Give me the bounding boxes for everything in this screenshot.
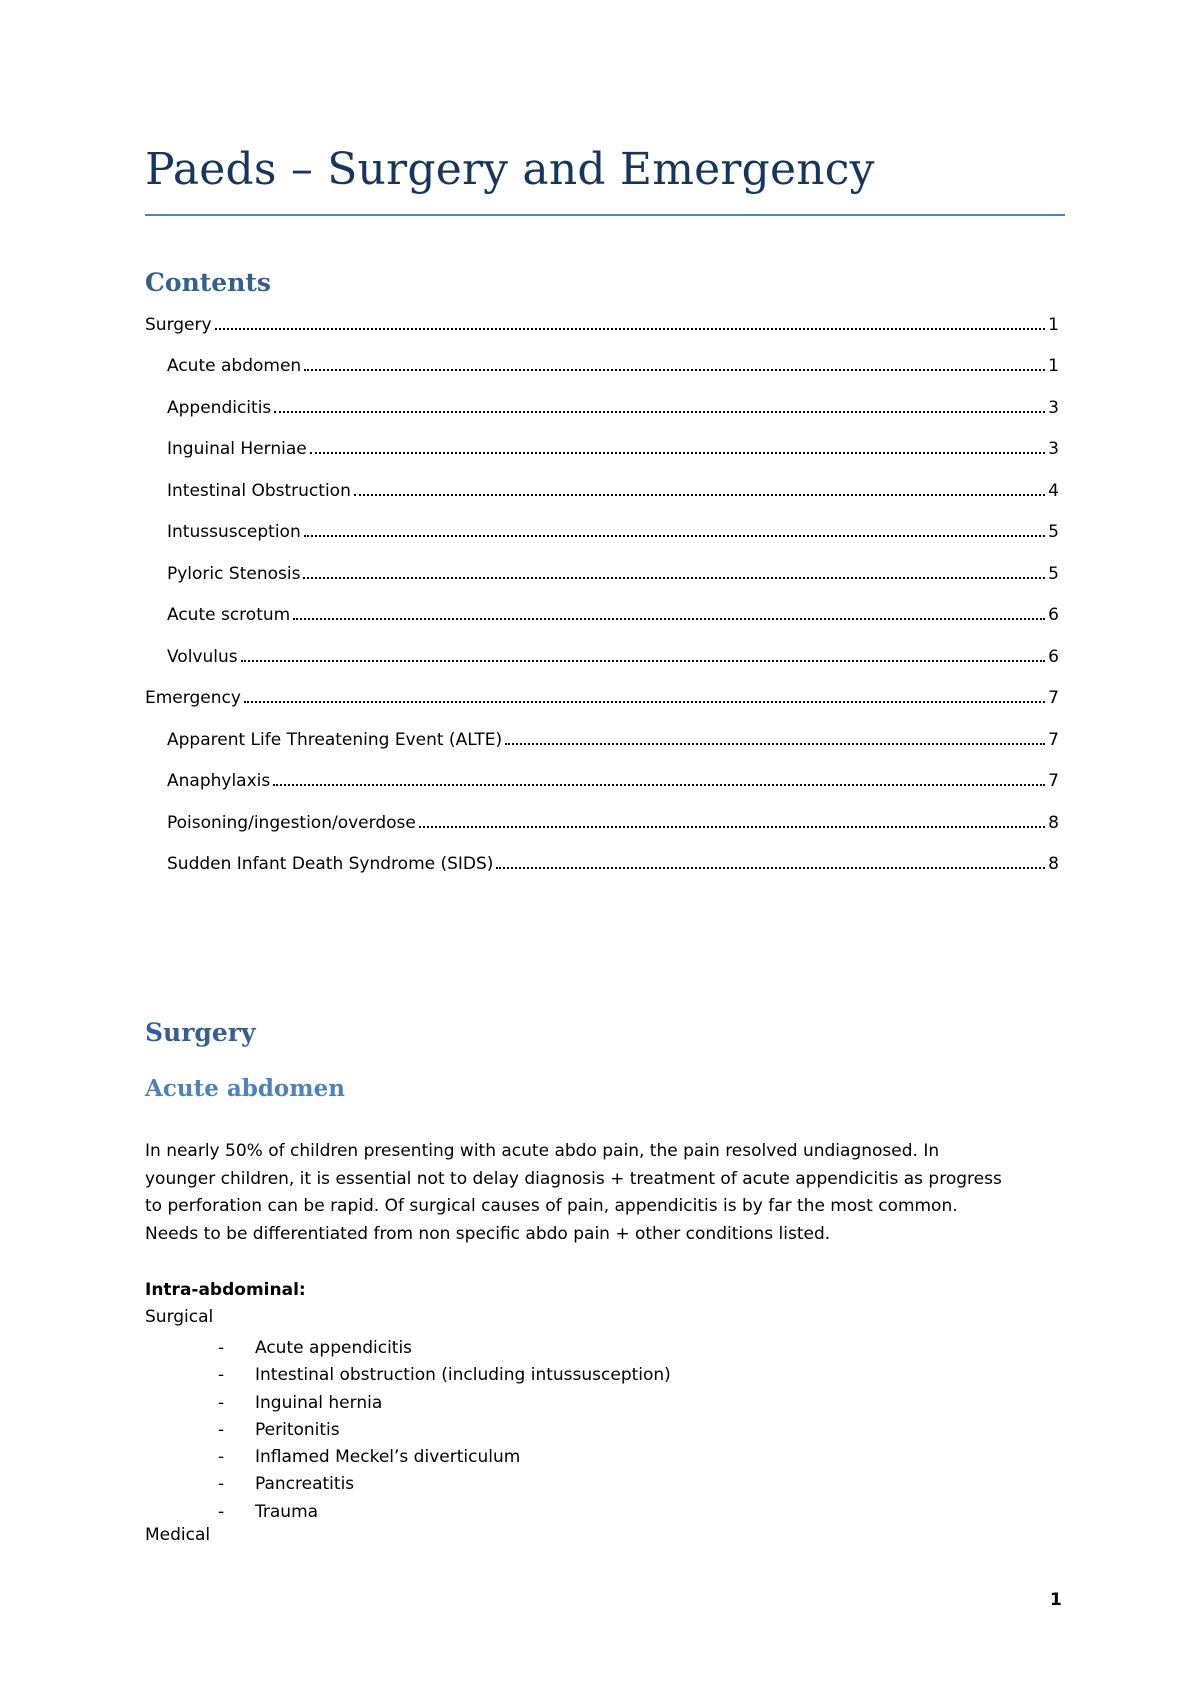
list-item-text: Peritonitis	[255, 1419, 340, 1440]
list-item-text: Acute appendicitis	[255, 1338, 413, 1358]
toc-dot-leader	[496, 867, 1045, 869]
bullet-dash: -	[218, 1447, 225, 1468]
toc-entry-page: 6	[1048, 605, 1059, 625]
list-item	[218, 1362, 671, 1389]
toc-entry-poisoning[interactable]	[145, 802, 1059, 844]
surgical-label: Surgical	[145, 1307, 214, 1327]
toc-dot-leader	[304, 535, 1045, 537]
toc-entry-label: Pyloric Stenosis	[167, 563, 301, 584]
toc-entry-sids[interactable]	[145, 844, 1059, 886]
toc-dot-leader	[303, 577, 1045, 579]
list-item	[218, 1499, 671, 1526]
subsection-heading-acute-abdomen: Acute abdomen	[145, 1075, 345, 1102]
toc-entry-anaphylaxis[interactable]	[145, 761, 1059, 803]
toc-dot-leader	[215, 328, 1046, 330]
bullet-dash: -	[218, 1501, 225, 1522]
list-item	[218, 1444, 671, 1471]
toc-dot-leader	[244, 701, 1045, 703]
toc-entry-label: Acute scrotum	[167, 605, 291, 625]
toc-entry-page: 3	[1048, 439, 1059, 459]
toc-entry-page: 1	[1048, 314, 1059, 335]
intra-abdominal-label: Intra-abdominal:	[145, 1280, 306, 1300]
toc-heading: Contents	[145, 268, 272, 297]
toc-dot-leader	[354, 494, 1045, 496]
toc-entry-page: 8	[1048, 854, 1059, 874]
toc-entry-page: 3	[1048, 397, 1059, 418]
toc-entry-inguinal-herniae[interactable]	[145, 429, 1059, 471]
toc-entry-label: Sudden Infant Death Syndrome (SIDS)	[167, 854, 494, 874]
paragraph-line: Needs to be differentiated from non specific abdo pain + other conditions listed.	[145, 1223, 831, 1244]
list-item-text: Inflamed Meckel’s diverticulum	[255, 1447, 521, 1468]
toc-entry-label: Emergency	[145, 688, 241, 708]
toc-dot-leader	[505, 743, 1045, 745]
toc-entry-page: 6	[1048, 646, 1059, 667]
section-heading-surgery: Surgery	[145, 1018, 256, 1047]
intro-paragraph	[145, 1138, 1065, 1248]
toc-entry-page: 1	[1048, 356, 1059, 376]
bullet-dash: -	[218, 1419, 225, 1440]
list-item	[218, 1471, 671, 1498]
toc-dot-leader	[273, 784, 1045, 786]
list-item	[218, 1417, 671, 1444]
toc-entry-label: Intussusception	[167, 522, 301, 542]
toc-entry-page: 7	[1048, 688, 1059, 708]
title-underline	[145, 214, 1065, 216]
list-item-text: Inguinal hernia	[255, 1392, 383, 1413]
toc-dot-leader	[293, 618, 1045, 620]
toc-entry-label: Surgery	[145, 314, 212, 335]
toc-entry-intussusception[interactable]	[145, 512, 1059, 554]
toc-entry-page: 7	[1048, 771, 1059, 791]
toc-entry-page: 4	[1048, 480, 1059, 501]
toc-entry-page: 5	[1048, 522, 1059, 542]
toc-entry-acute-scrotum[interactable]	[145, 595, 1059, 637]
toc-dot-leader	[310, 452, 1045, 454]
toc-entry-label: Appendicitis	[167, 397, 272, 418]
toc-entry-alte[interactable]	[145, 719, 1059, 761]
toc-dot-leader	[274, 411, 1045, 413]
table-of-contents	[145, 304, 1059, 885]
toc-dot-leader	[419, 826, 1045, 828]
toc-entry-pyloric-stenosis[interactable]	[145, 553, 1059, 595]
document-title: Paeds – Surgery and Emergency	[145, 144, 875, 195]
toc-dot-leader	[304, 369, 1045, 371]
toc-entry-label: Inguinal Herniae	[167, 439, 307, 459]
toc-entry-intestinal-obstruction[interactable]	[145, 470, 1059, 512]
surgical-causes-list	[218, 1335, 671, 1526]
toc-entry-volvulus[interactable]	[145, 636, 1059, 678]
bullet-dash: -	[218, 1365, 225, 1386]
toc-entry-label: Volvulus	[167, 646, 238, 667]
list-item-text: Trauma	[255, 1501, 319, 1522]
list-item-text: Pancreatitis	[255, 1474, 355, 1495]
toc-entry-acute-abdomen[interactable]	[145, 346, 1059, 388]
bullet-dash: -	[218, 1474, 225, 1495]
toc-dot-leader	[241, 660, 1046, 662]
toc-entry-emergency[interactable]	[145, 678, 1059, 720]
toc-entry-label: Intestinal Obstruction	[167, 480, 351, 501]
list-item-text: Intestinal obstruction (including intussusception)	[255, 1365, 671, 1386]
toc-entry-page: 7	[1048, 729, 1059, 750]
bullet-dash: -	[218, 1338, 225, 1358]
toc-entry-surgery[interactable]	[145, 304, 1059, 346]
toc-entry-page: 5	[1048, 563, 1059, 584]
toc-entry-label: Apparent Life Threatening Event (ALTE)	[167, 729, 503, 750]
bullet-dash: -	[218, 1392, 225, 1413]
toc-entry-label: Acute abdomen	[167, 356, 302, 376]
paragraph-line: to perforation can be rapid. Of surgical causes of pain, appendicitis is by far the most common.	[145, 1196, 958, 1216]
list-item	[218, 1390, 671, 1417]
toc-entry-page: 8	[1048, 812, 1059, 833]
paragraph-line: In nearly 50% of children presenting with acute abdo pain, the pain resolved undiagnosed. In	[145, 1141, 940, 1161]
paragraph-line: younger children, it is essential not to delay diagnosis + treatment of acute appendicitis as progress	[145, 1168, 1002, 1189]
list-item	[218, 1335, 671, 1362]
medical-label: Medical	[145, 1525, 211, 1545]
toc-entry-label: Anaphylaxis	[167, 771, 271, 791]
toc-entry-label: Poisoning/ingestion/overdose	[167, 812, 416, 833]
toc-entry-appendicitis[interactable]	[145, 387, 1059, 429]
page-number: 1	[1050, 1590, 1062, 1610]
